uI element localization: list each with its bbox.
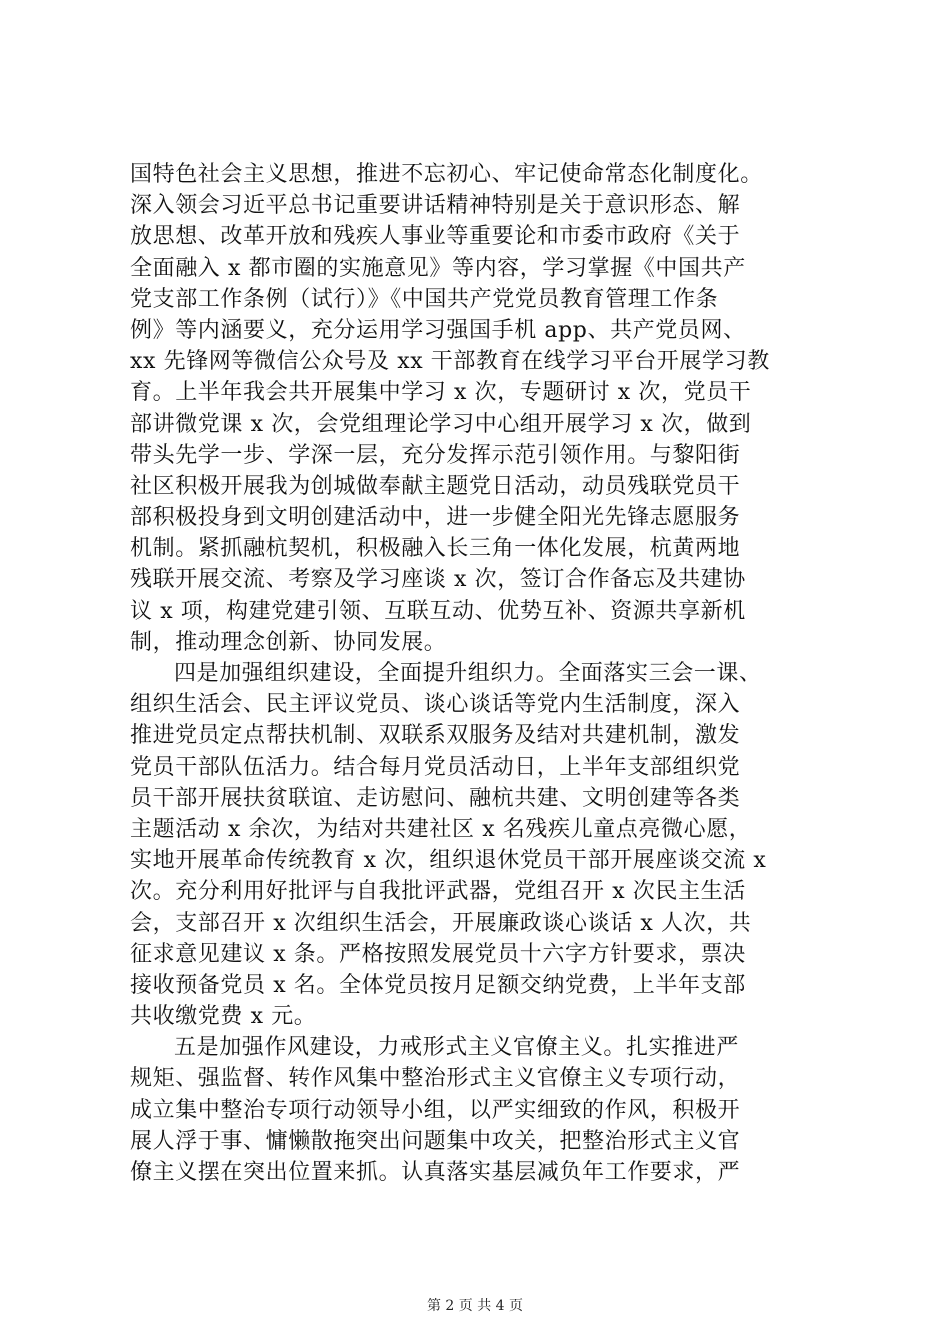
page-number: 第 2 页 共 4 页 bbox=[426, 1298, 524, 1314]
text-line: 僚主义摆在突出位置来抓。认真落实基层减负年工作要求，严 bbox=[130, 1160, 741, 1185]
body-text bbox=[130, 159, 830, 1188]
text-line: 共收缴党费 x 元。 bbox=[130, 1004, 317, 1030]
text-line: 深入领会习近平总书记重要讲话精神特别是关于意识形态、解 bbox=[130, 193, 741, 219]
text-line: 规矩、强监督、转作风集中整治形式主义官僚主义专项行动， bbox=[130, 1066, 741, 1092]
text-line: 推进党员定点帮扶机制、双联系双服务及结对共建机制，激发 bbox=[130, 723, 741, 749]
text-line: 党员干部队伍活力。结合每月党员活动日，上半年支部组织党 bbox=[130, 754, 741, 780]
text-line: 接收预备党员 x 名。全体党员按月足额交纳党费，上半年支部 bbox=[130, 972, 746, 998]
text-line: 育。上半年我会共开展集中学习 x 次，专题研讨 x 次，党员干 bbox=[130, 380, 752, 406]
text-line: 带头先学一步、学深一层，充分发挥示范引领作用。与黎阳街 bbox=[130, 442, 741, 468]
text-line: 议 x 项，构建党建引领、互联互动、优势互补、资源共享新机 bbox=[130, 598, 746, 624]
paragraph-start-line: 四是加强组织建设，全面提升组织力。全面落实三会一课、 bbox=[174, 661, 762, 686]
text-line: 制，推动理念创新、协同发展。 bbox=[130, 629, 447, 655]
text-line: 社区积极开展我为创城做奉献主题党日活动，动员残联党员干 bbox=[130, 473, 741, 499]
text-line: 次。充分利用好批评与自我批评武器，党组召开 x 次民主生活 bbox=[130, 879, 746, 905]
page-footer bbox=[0, 1297, 950, 1315]
text-line: 组织生活会、民主评议党员、谈心谈话等党内生活制度，深入 bbox=[130, 692, 741, 718]
text-line: 全面融入 x 都市圈的实施意见》等内容，学习掌握《中国共产 bbox=[130, 255, 746, 281]
text-line: 实地开展革命传统教育 x 次，组织退休党员干部开展座谈交流 x bbox=[130, 848, 767, 874]
text-line: 展人浮于事、慵懒散拖突出问题集中攻关，把整治形式主义官 bbox=[130, 1128, 741, 1154]
text-line: 成立集中整治专项行动领导小组，以严实细致的作风，积极开 bbox=[130, 1097, 741, 1123]
text-line: 会，支部召开 x 次组织生活会，开展廉政谈心谈话 x 人次，共 bbox=[130, 910, 752, 936]
text-line: 党支部工作条例（试行）》《中国共产党党员教育管理工作条 bbox=[130, 286, 719, 312]
text-line: 例》等内涵要义，充分运用学习强国手机 app、共产党员网、 bbox=[130, 317, 746, 343]
text-line: xx 先锋网等微信公众号及 xx 干部教育在线学习平台开展学习教 bbox=[130, 349, 770, 375]
text-line: 国特色社会主义思想，推进不忘初心、牢记使命常态化制度化。 bbox=[130, 162, 763, 187]
text-line: 主题活动 x 余次，为结对共建社区 x 名残疾儿童点亮微心愿， bbox=[130, 816, 752, 842]
text-line: 员干部开展扶贫联谊、走访慰问、融杭共建、文明创建等各类 bbox=[130, 785, 741, 811]
paragraph-start-line: 五是加强作风建设，力戒形式主义官僚主义。扎实推进严 bbox=[174, 1035, 740, 1061]
text-line: 放思想、改革开放和残疾人事业等重要论和市委市政府《关于 bbox=[130, 224, 741, 250]
text-line: 机制。紧抓融杭契机，积极融入长三角一体化发展，杭黄两地 bbox=[130, 536, 741, 562]
text-line: 征求意见建议 x 条。严格按照发展党员十六字方针要求，票决 bbox=[130, 941, 746, 967]
text-line: 部积极投身到文明创建活动中，进一步健全阳光先锋志愿服务 bbox=[130, 505, 741, 531]
text-line: 残联开展交流、考察及学习座谈 x 次，签订合作备忘及共建协 bbox=[130, 567, 746, 593]
text-line: 部讲微党课 x 次，会党组理论学习中心组开展学习 x 次，做到 bbox=[130, 411, 752, 437]
